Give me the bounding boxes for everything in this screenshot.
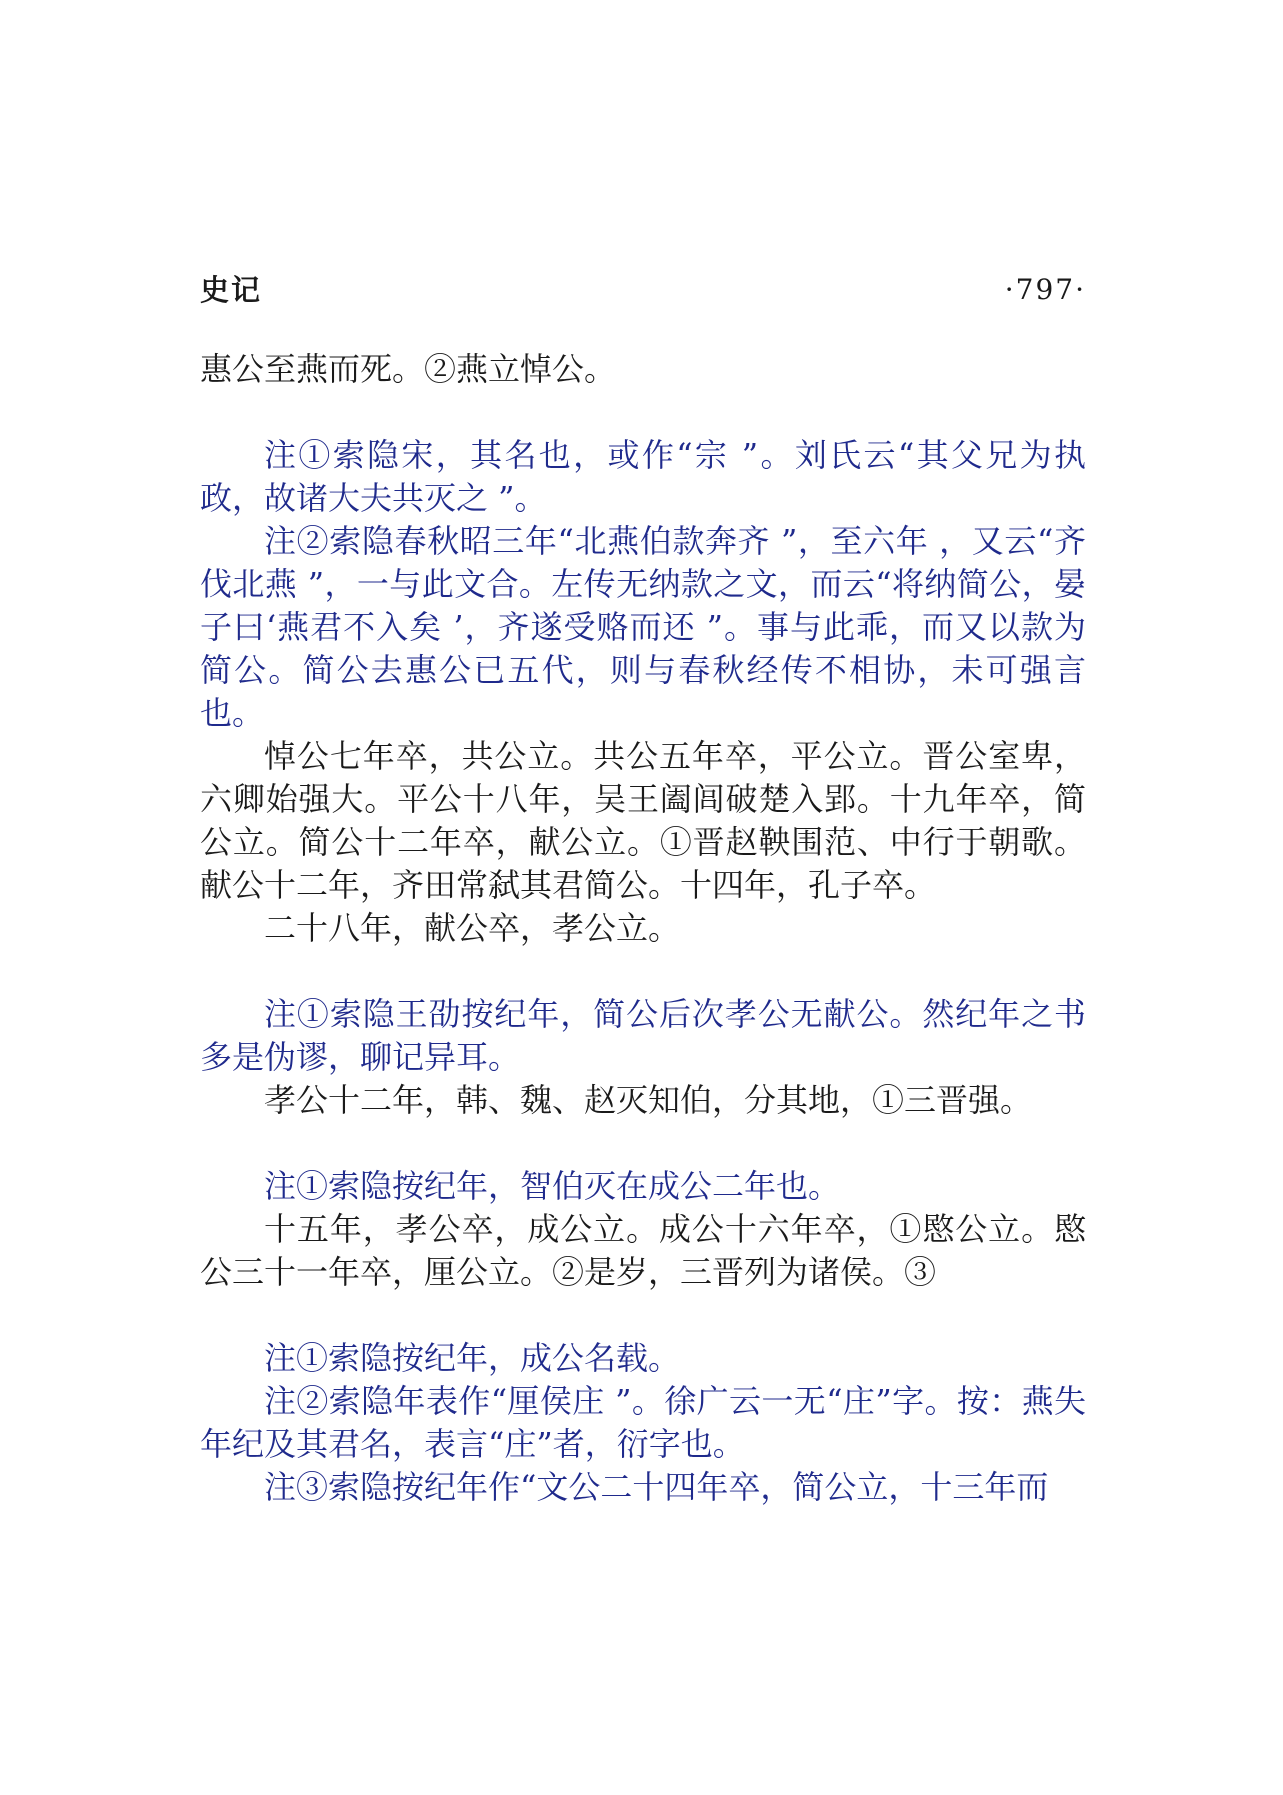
- page-body: [200, 348, 1086, 1509]
- paragraph-gap: [200, 1294, 1086, 1337]
- body-paragraph: 惠公至燕而死。②燕立悼公。: [200, 350, 617, 388]
- annotation-note: 注①索隐宋，其名也，或作“宗 ”。刘氏云“其父兄为执政，故诸大夫共灭之 ”。: [200, 436, 1086, 517]
- book-title: 史记: [200, 273, 263, 307]
- body-paragraph: 悼公七年卒，共公立。共公五年卒，平公立。晋公室卑，六卿始强大。平公十八年，吴王阖闾破楚入郢。十九年卒，简公立。简公十二年卒，献公立。①晋赵鞅围范、中行于朝歌。献公十二年，齐田常弑其君简公。十四年，孔子卒。: [200, 737, 1086, 904]
- annotation-note: 注①索隐按纪年，智伯灭在成公二年也。: [264, 1167, 841, 1205]
- annotation-note: 注②索隐春秋昭三年“北燕伯款奔齐 ”，至六年 ，又云“齐伐北燕 ”，一与此文合。左传无纳款之文，而云“将纳简公，晏子曰‘燕君不入矣 ’，齐遂受赂而还 ”。事与此乖，而又以款为简公。简公去惠公已五代，则与春秋经传不相协，未可强言也。: [200, 522, 1086, 732]
- paragraph-gap: [200, 950, 1086, 993]
- paragraph-gap: [200, 391, 1086, 434]
- body-paragraph: 孝公十二年，韩、魏、赵灭知伯，分其地，①三晋强。: [264, 1081, 1033, 1119]
- annotation-note: 注①索隐王劭按纪年，简公后次孝公无献公。然纪年之书多是伪谬，聊记异耳。: [200, 995, 1086, 1076]
- body-paragraph: 二十八年，献公卒，孝公立。: [264, 909, 681, 947]
- annotation-note: 注①索隐按纪年，成公名载。: [264, 1339, 681, 1377]
- annotation-note: 注③索隐按纪年作“文公二十四年卒，简公立，十三年而: [264, 1468, 1049, 1506]
- annotation-note: 注②索隐年表作“厘侯庄 ”。徐广云一无“庄”字。按：燕失年纪及其君名，表言“庄”者，衍字也。: [200, 1382, 1086, 1463]
- page-number: ·797·: [1004, 273, 1086, 306]
- page-header: [200, 268, 1086, 312]
- body-paragraph: 十五年，孝公卒，成公立。成公十六年卒，①愍公立。愍公三十一年卒，厘公立。②是岁，三晋列为诸侯。③: [200, 1210, 1086, 1291]
- paragraph-gap: [200, 1122, 1086, 1165]
